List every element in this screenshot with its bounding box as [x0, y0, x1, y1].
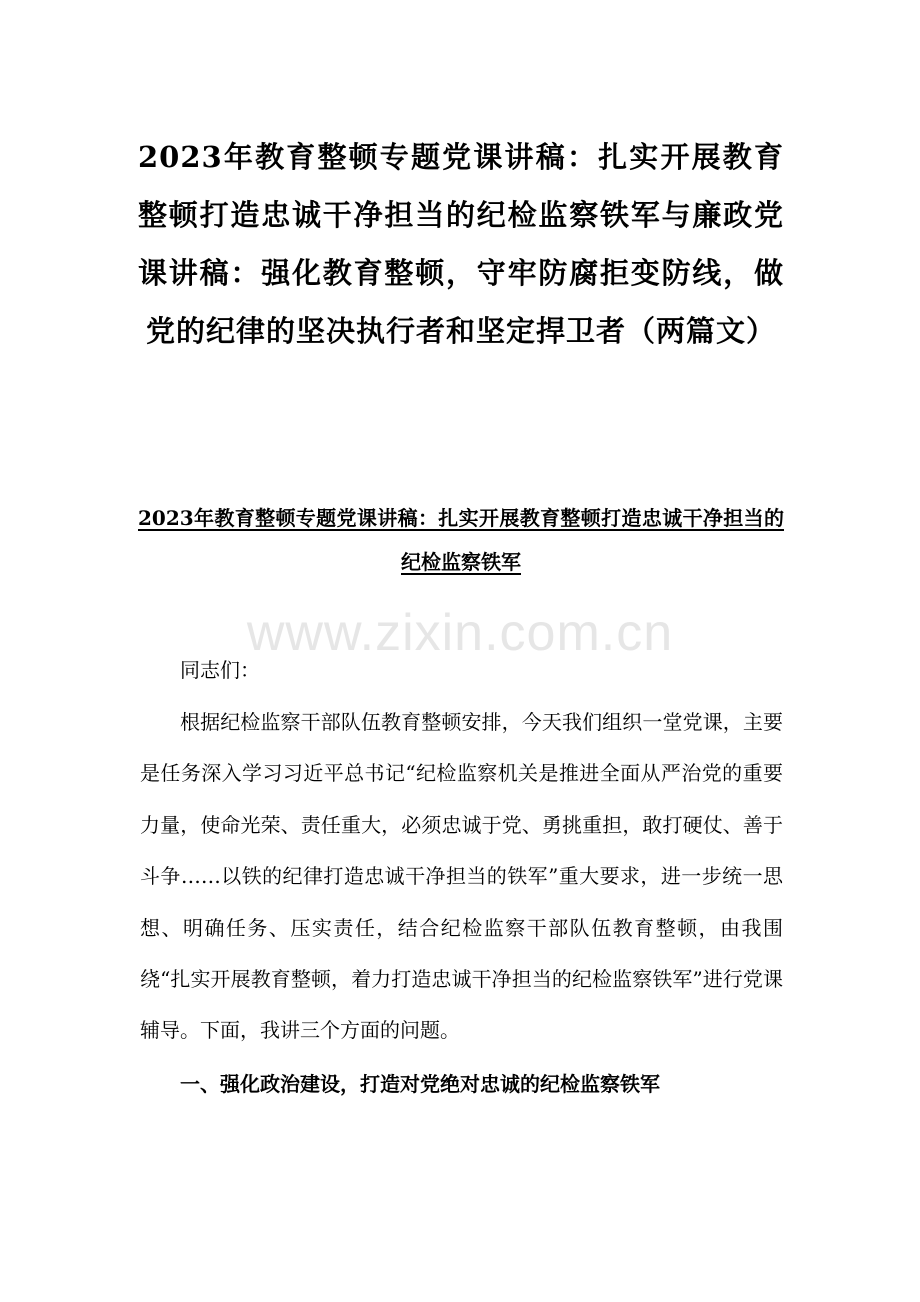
- section-heading: 一、强化政治建设，打造对党绝对忠诚的纪检监察铁军: [180, 1072, 660, 1096]
- body-paragraph: 根据纪检监察干部队伍教育整顿安排，今天我们组织一堂党课，主要是任务深入学习习近平总书记“纪检监察机关是推进全面从严治党的重要力量，使命光荣、责任重大，必须忠诚于党、勇挑重担，敢打硬仗、善于斗争……以铁的纪律打造忠诚干净担当的铁军”重大要求，进一步统一思想、明确任务、压实责任，结合纪检监察干部队伍教育整顿，由我围绕“扎实开展教育整顿，着力打造忠诚干净担当的纪检监察铁军”进行党课辅导。下面，我讲三个方面的问题。: [140, 710, 783, 1043]
- greeting: 同志们：: [180, 658, 260, 682]
- watermark: www.zixin.com.cn: [246, 604, 674, 662]
- section-title: 2023年教育整顿专题党课讲稿：扎实开展教育整顿打造忠诚干净担当的纪检监察铁军: [138, 506, 784, 574]
- document-title: 2023年教育整顿专题党课讲稿：扎实开展教育整顿打造忠诚干净担当的纪检监察铁军与廉政党课讲稿：强化教育整顿，守牢防腐拒变防线，做党的纪律的坚决执行者和坚定捍卫者（两篇文）: [138, 140, 784, 348]
